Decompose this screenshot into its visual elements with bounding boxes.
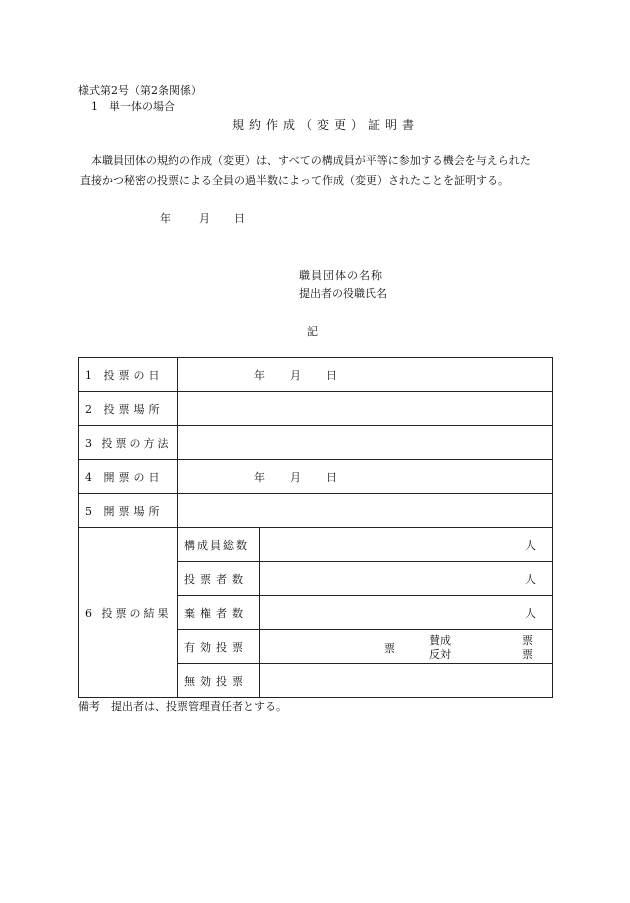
voting-place-cell xyxy=(178,392,553,426)
for-label: 賛成 xyxy=(429,634,451,647)
unit-label: 人 xyxy=(525,538,536,552)
valid-votes-cell xyxy=(260,630,553,664)
table-row xyxy=(79,426,553,460)
date-day: 日 xyxy=(234,212,245,225)
result-value-cell xyxy=(260,528,553,562)
day-label: 日 xyxy=(326,368,337,382)
row-label: 4 開票の日 xyxy=(79,460,178,494)
voting-method-cell xyxy=(178,426,553,460)
table-row xyxy=(79,358,553,392)
table-row xyxy=(79,460,553,494)
for-unit: 票 xyxy=(522,634,533,647)
submitter-label: 提出者の役職氏名 xyxy=(299,287,387,300)
month-label: 月 xyxy=(290,470,301,484)
date-month: 月 xyxy=(199,212,210,225)
org-name-label: 職員団体の名称 xyxy=(299,269,383,282)
result-sub-label: 有効投票 xyxy=(178,630,260,664)
ki-label: 記 xyxy=(307,325,318,338)
certification-text-line-2: 直接かつ秘密の投票による全員の過半数によって作成（変更）されたことを証明する。 xyxy=(80,174,509,187)
against-unit: 票 xyxy=(522,648,533,661)
against-label: 反対 xyxy=(429,648,451,661)
counting-date-cell xyxy=(178,460,553,494)
table-row xyxy=(79,494,553,528)
unit-label: 人 xyxy=(525,606,536,620)
record-table xyxy=(78,357,553,698)
case-label: 1 単一体の場合 xyxy=(91,100,175,113)
table-row xyxy=(79,528,553,562)
result-value-cell xyxy=(260,664,553,698)
result-label: 6 投票の結果 xyxy=(79,528,178,698)
against-votes xyxy=(429,646,533,662)
table-row xyxy=(79,392,553,426)
result-sub-label: 投票者数 xyxy=(178,562,260,596)
voting-date-cell xyxy=(178,358,553,392)
month-label: 月 xyxy=(290,368,301,382)
result-value-cell xyxy=(260,562,553,596)
day-label: 日 xyxy=(326,470,337,484)
result-sub-label: 構成員総数 xyxy=(178,528,260,562)
year-label: 年 xyxy=(254,470,265,484)
form-number: 様式第2号（第2条関係） xyxy=(78,84,202,97)
result-sub-label: 棄権者数 xyxy=(178,596,260,630)
year-label: 年 xyxy=(254,368,265,382)
votes-unit: 票 xyxy=(384,642,395,655)
date-year: 年 xyxy=(160,212,171,225)
row-label: 1 投票の日 xyxy=(79,358,178,392)
row-label: 5 開票場所 xyxy=(79,494,178,528)
certification-text-line-1: 本職員団体の規約の作成（変更）は、すべての構成員が平等に参加する機会を与えられた xyxy=(91,154,531,167)
result-sub-label: 無効投票 xyxy=(178,664,260,698)
document-title: 規約作成（変更）証明書 xyxy=(232,118,420,132)
unit-label: 人 xyxy=(525,572,536,586)
counting-place-cell xyxy=(178,494,553,528)
remarks: 備考 提出者は、投票管理責任者とする。 xyxy=(78,700,287,713)
row-label: 2 投票場所 xyxy=(79,392,178,426)
result-value-cell xyxy=(260,596,553,630)
row-label: 3 投票の方法 xyxy=(79,426,178,460)
